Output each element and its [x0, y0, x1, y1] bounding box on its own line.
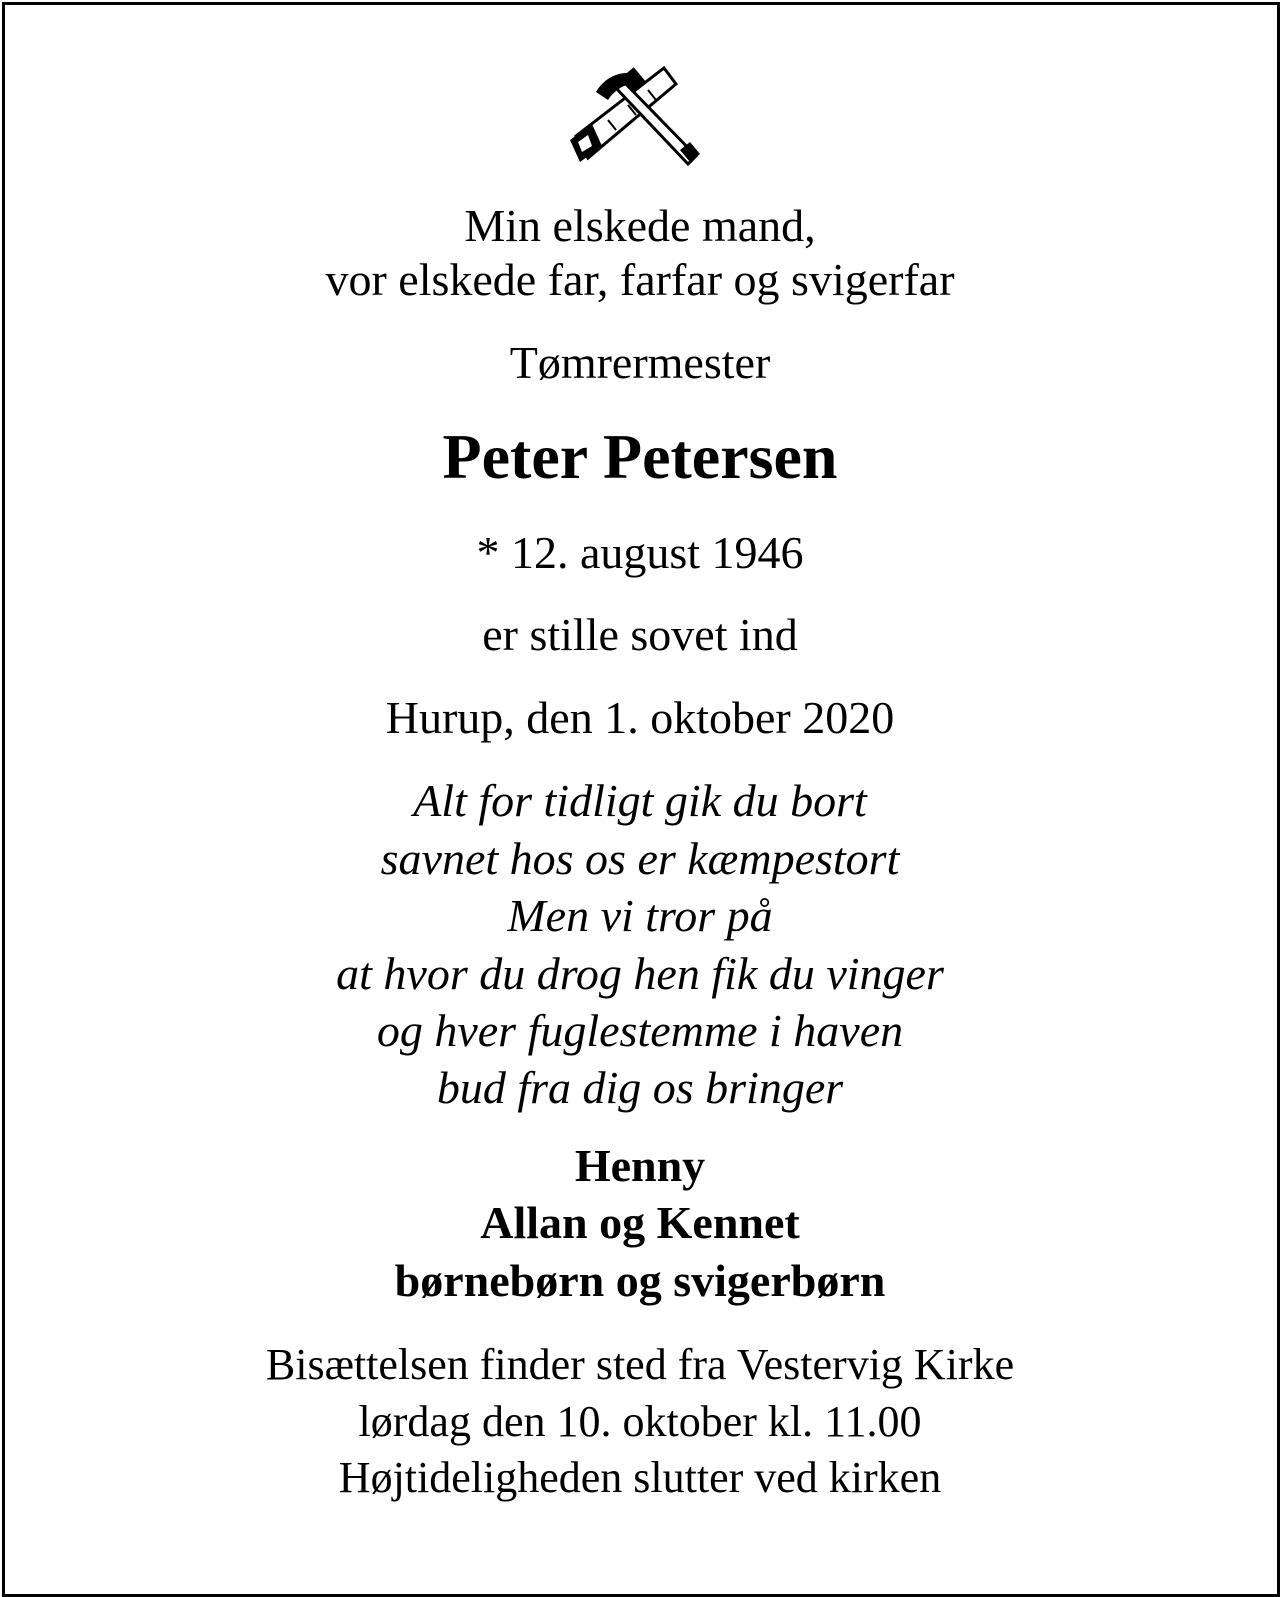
- poem-line: og hver fuglestemme i haven: [376, 1005, 904, 1056]
- intro-line: vor elskede far, farfar og svigerfar: [325, 254, 955, 305]
- poem-line: Alt for tidligt gik du bort: [413, 775, 867, 826]
- poem-line: Men vi tror på: [507, 890, 773, 941]
- poem-line: savnet hos os er kæmpestort: [380, 833, 900, 884]
- funeral-info-line: Højtideligheden slutter ved kirken: [338, 1453, 942, 1502]
- deceased-name: Peter Petersen: [442, 421, 838, 492]
- poem-line: at hvor du drog hen fik du vinger: [336, 948, 944, 999]
- hammer-and-saw-icon: [568, 62, 708, 172]
- signature-line: Henny: [574, 1140, 706, 1191]
- funeral-info-line: lørdag den 10. oktober kl. 11.00: [358, 1397, 922, 1446]
- profession-title: Tømrermester: [509, 337, 771, 388]
- birth-date: * 12. august 1946: [476, 527, 804, 578]
- funeral-info-line: Bisættelsen finder sted fra Vestervig Kirke: [265, 1340, 1015, 1389]
- passed-text: er stille sovet ind: [482, 609, 798, 660]
- signature-line: børnebørn og svigerbørn: [394, 1255, 886, 1306]
- signature-line: Allan og Kennet: [480, 1197, 800, 1248]
- place-and-date: Hurup, den 1. oktober 2020: [385, 692, 895, 743]
- intro-line: Min elskede mand,: [464, 200, 816, 251]
- poem-line: bud fra dig os bringer: [436, 1062, 844, 1113]
